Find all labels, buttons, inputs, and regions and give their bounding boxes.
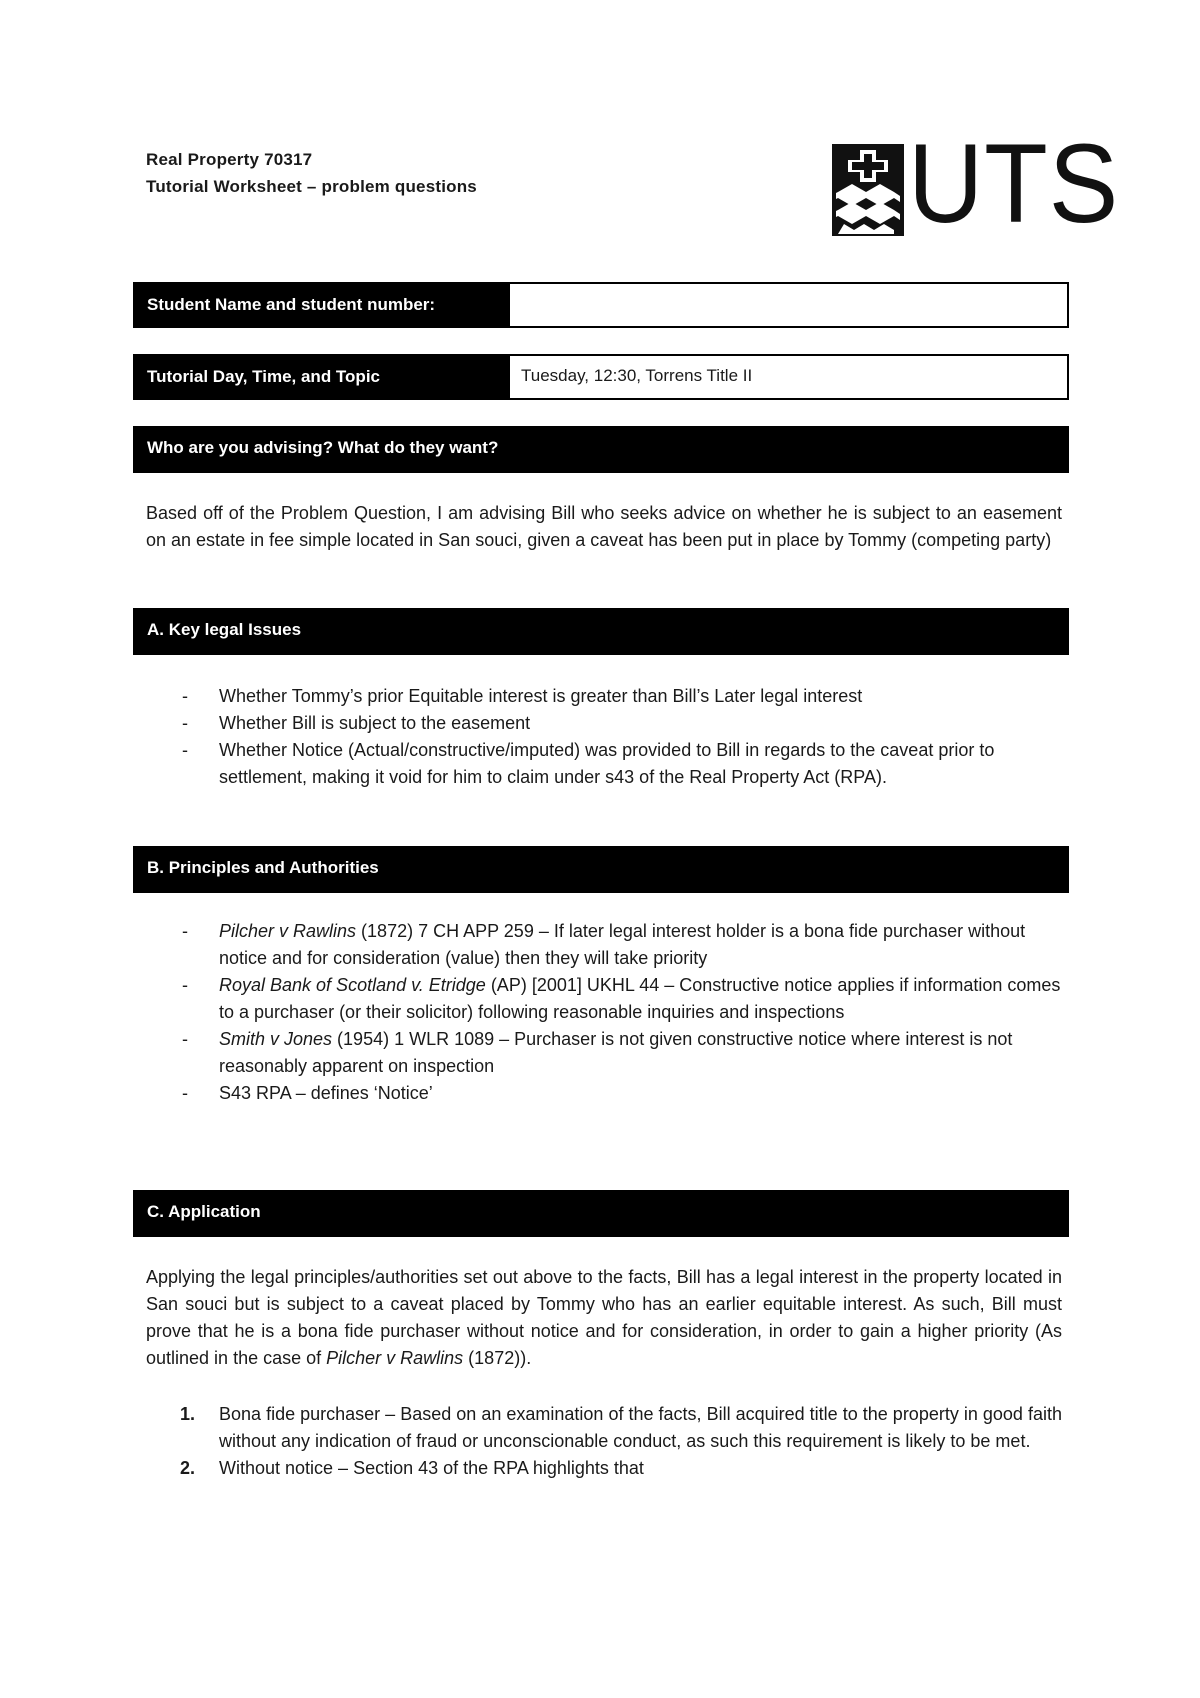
course-title: Real Property 70317 [146, 150, 313, 169]
uts-crest-icon [830, 140, 908, 240]
tutorial-field[interactable]: Tuesday, 12:30, Torrens Title II [508, 354, 1069, 400]
list-item: - Whether Tommy’s prior Equitable interest is greater than Bill’s Later legal interest [182, 686, 863, 706]
student-field[interactable] [508, 282, 1069, 328]
worksheet-title: Tutorial Worksheet – problem questions [146, 177, 477, 196]
uts-logo [830, 121, 1122, 246]
tutorial-label: Tutorial Day, Time, and Topic [133, 354, 508, 400]
list-item: - Pilcher v Rawlins (1872) 7 CH APP 259 – If later legal interest holder is a bona fide purchaser without notice and for consideration (value) then they will take priority [182, 921, 1026, 968]
student-row [133, 282, 1069, 328]
list-item: - Smith v Jones (1954) 1 WLR 1089 – Purchaser is not given constructive notice where interest is not reasonably apparent on inspection [182, 1029, 1013, 1076]
advising-heading: Who are you advising? What do they want? [133, 426, 1069, 473]
list-item: - S43 RPA – defines ‘Notice’ [182, 1083, 433, 1103]
issues-list [146, 683, 1066, 791]
application-heading: C. Application [133, 1190, 1069, 1237]
list-item: 2. Without notice – Section 43 of the RPA highlights that [180, 1458, 644, 1478]
tutorial-row [133, 354, 1069, 400]
application-body: Applying the legal principles/authorities set out above to the facts, Bill has a legal interest in the property located in San souci but is subject to a caveat placed by Tommy who has an earlier equitable interest. As such, Bill must prove that he is a bona fide purchaser without notice and for consideration, in order to gain a higher priority (As outlined in the case of Pilcher v Rawlins (1872)). [146, 1267, 1062, 1368]
list-item: - Royal Bank of Scotland v. Etridge (AP) [2001] UKHL 44 – Constructive notice applies if information comes to a purchaser (or their solicitor) following reasonable inquiries and inspections [182, 975, 1061, 1022]
case-name: Pilcher v Rawlins [326, 1348, 464, 1368]
student-label: Student Name and student number: [133, 282, 508, 328]
application-list [146, 1401, 1062, 1482]
case-name: Royal Bank of Scotland v. Etridge [219, 975, 486, 995]
case-name: Pilcher v Rawlins [219, 921, 357, 941]
list-item: 1. Bona fide purchaser – Based on an examination of the facts, Bill acquired title to the property in good faith without any indication of fraud or unconscionable conduct, as such this requirement is likely to be met. [180, 1404, 1062, 1451]
list-item: - Whether Bill is subject to the easement [182, 713, 531, 733]
issues-heading: A. Key legal Issues [133, 608, 1069, 655]
list-item: - Whether Notice (Actual/constructive/imputed) was provided to Bill in regards to the caveat prior to settlement, making it void for him to claim under s43 of the Real Property Act (RPA). [182, 740, 995, 787]
case-name: Smith v Jones [219, 1029, 333, 1049]
principles-heading: B. Principles and Authorities [133, 846, 1069, 893]
principles-list [146, 918, 1066, 1107]
uts-logo-text: UTS [908, 121, 1120, 246]
advising-body: Based off of the Problem Question, I am advising Bill who seeks advice on whether he is subject to an easement on an estate in fee simple located in San souci, given a caveat has been put in place by Tommy (competing party) [146, 503, 1062, 550]
